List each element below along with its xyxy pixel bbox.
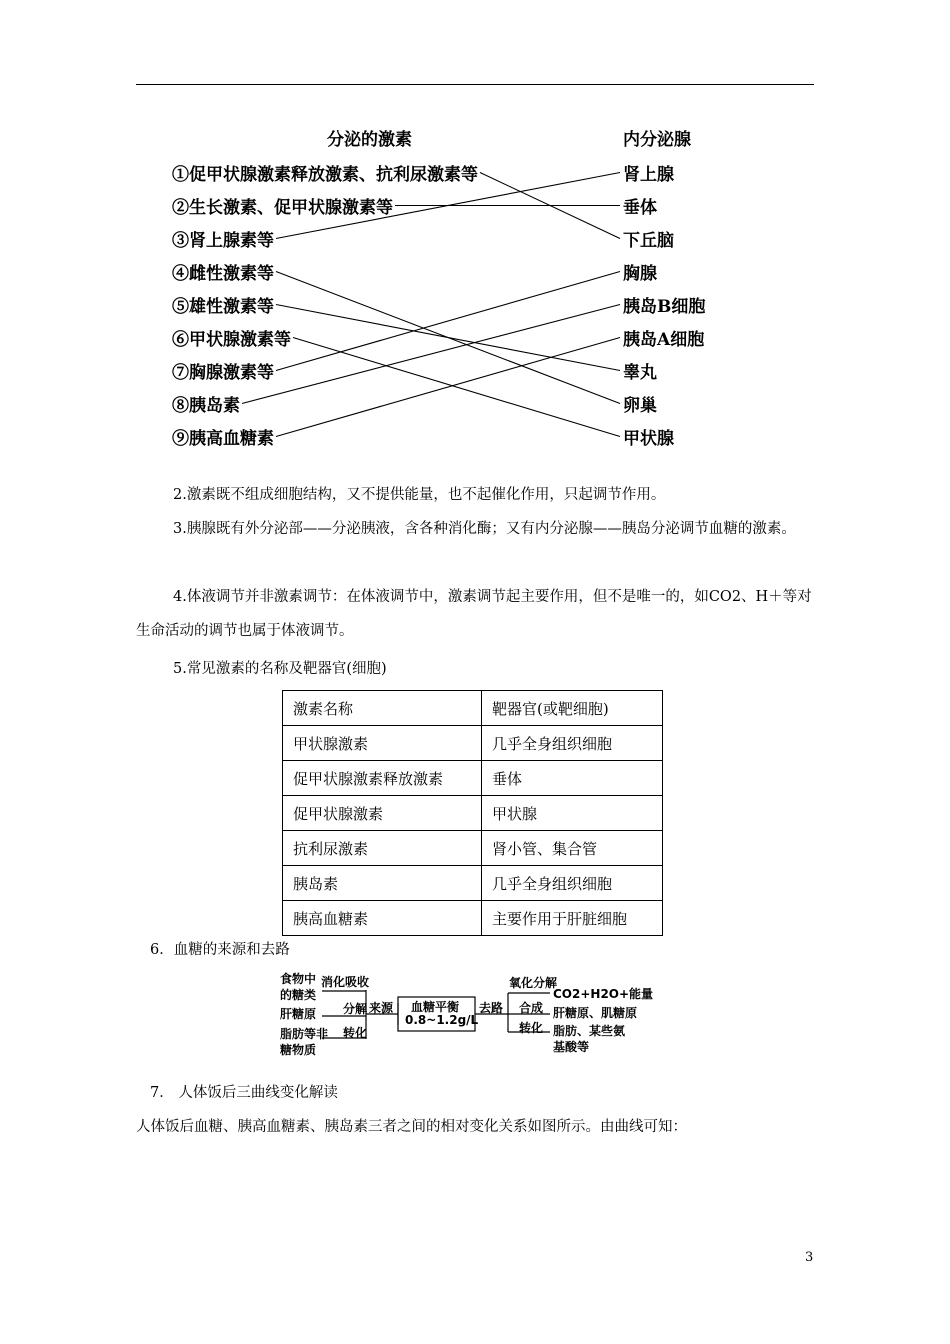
table-cell: 甲状腺激素 [283, 726, 482, 761]
hormone-item: ①促甲状腺激素释放激素、抗利尿激素等 [172, 165, 478, 185]
flow-out-fat: 基酸等 [553, 1040, 590, 1054]
flow-label-convert-out: 转化 [519, 1021, 544, 1035]
left-column-header: 分泌的激素 [327, 130, 412, 150]
hormone-item: ⑧胰岛素 [172, 396, 240, 416]
gland-item: 下丘脑 [623, 231, 674, 251]
paragraph-2: 2.激素既不组成细胞结构，又不提供能量，也不起催化作用，只起调节作用。 [173, 487, 666, 503]
flow-label-synthesize: 合成 [519, 1001, 544, 1015]
flow-out-glycogen: 肝糖原、肌糖原 [553, 1006, 638, 1020]
section-6-title: 6．血糖的来源和去路 [150, 942, 290, 958]
table-cell: 几乎全身组织细胞 [482, 726, 663, 761]
gland-item: 睾丸 [623, 363, 657, 383]
gland-item: 卵巢 [623, 396, 657, 416]
section-7-text: 人体饭后血糖、胰高血糖素、胰岛素三者之间的相对变化关系如图所示。由曲线可知： [136, 1119, 687, 1135]
gland-item: 胸腺 [623, 264, 657, 284]
table-cell: 胰高血糖素 [283, 901, 482, 936]
flow-center-range: 0.8~1.2g/L [405, 1013, 479, 1027]
table-cell: 抗利尿激素 [283, 831, 482, 866]
hormone-item: ⑨胰高血糖素 [172, 429, 274, 449]
hormone-item: ③肾上腺素等 [172, 231, 274, 251]
table-cell: 主要作用于肝脏细胞 [482, 901, 663, 936]
hormone-item: ⑥甲状腺激素等 [172, 330, 291, 350]
hormone-item: ②生长激素、促甲状腺激素等 [172, 198, 393, 218]
table-cell: 甲状腺 [482, 796, 663, 831]
flow-out-fat: 脂肪、某些氨 [553, 1024, 626, 1038]
hormone-item: ⑦胸腺激素等 [172, 363, 274, 383]
flow-source-nonsugar: 糖物质 [280, 1043, 317, 1057]
flow-source-glycogen: 肝糖原 [280, 1007, 317, 1021]
hormone-item: ⑤雄性激素等 [172, 297, 274, 317]
flow-source-label: 来源 [369, 1001, 394, 1015]
page-number: 3 [805, 1250, 814, 1265]
right-column-header: 内分泌腺 [623, 130, 691, 150]
table-cell: 垂体 [482, 761, 663, 796]
flow-center-title: 血糖平衡 [411, 1000, 460, 1014]
flow-source-food: 食物中 [280, 972, 317, 986]
flow-label-digest: 消化吸收 [321, 975, 370, 989]
paragraph-4: 4.体液调节并非激素调节：在体液调节中，激素调节起主要作用，但不是唯一的，如CO2、H＋等对生命活动的调节也属于体液调节。 [136, 589, 812, 639]
table-cell: 肾小管、集合管 [482, 831, 663, 866]
table-cell: 促甲状腺激素 [283, 796, 482, 831]
flow-out-energy: CO2+H2O+能量 [553, 987, 654, 1001]
table-header-cell: 靶器官(或靶细胞) [482, 691, 663, 726]
flow-sink-label: 去路 [479, 1001, 504, 1015]
gland-item: 垂体 [623, 198, 657, 218]
flow-label-convert: 转化 [343, 1026, 368, 1040]
flow-label-decompose: 分解 [343, 1002, 368, 1016]
flow-label-oxidize: 氧化分解 [509, 976, 558, 990]
flow-source-nonsugar: 脂肪等非 [280, 1027, 329, 1041]
table-cell: 胰岛素 [283, 866, 482, 901]
table-cell: 促甲状腺激素释放激素 [283, 761, 482, 796]
paragraph-5: 5.常见激素的名称及靶器官(细胞) [173, 661, 387, 677]
table-cell: 几乎全身组织细胞 [482, 866, 663, 901]
gland-item: 胰岛A细胞 [623, 330, 705, 350]
table-header-cell: 激素名称 [283, 691, 482, 726]
section-7-title: 7． 人体饭后三曲线变化解读 [150, 1085, 338, 1101]
paragraph-3: 3.胰腺既有外分泌部——分泌胰液，含各种消化酶；又有内分泌腺——胰岛分泌调节血糖的激素。 [173, 521, 796, 537]
hormone-item: ④雌性激素等 [172, 264, 274, 284]
flow-source-food: 的糖类 [280, 988, 317, 1002]
gland-item: 胰岛B细胞 [623, 297, 706, 317]
gland-item: 甲状腺 [623, 429, 674, 449]
gland-item: 肾上腺 [623, 165, 674, 185]
